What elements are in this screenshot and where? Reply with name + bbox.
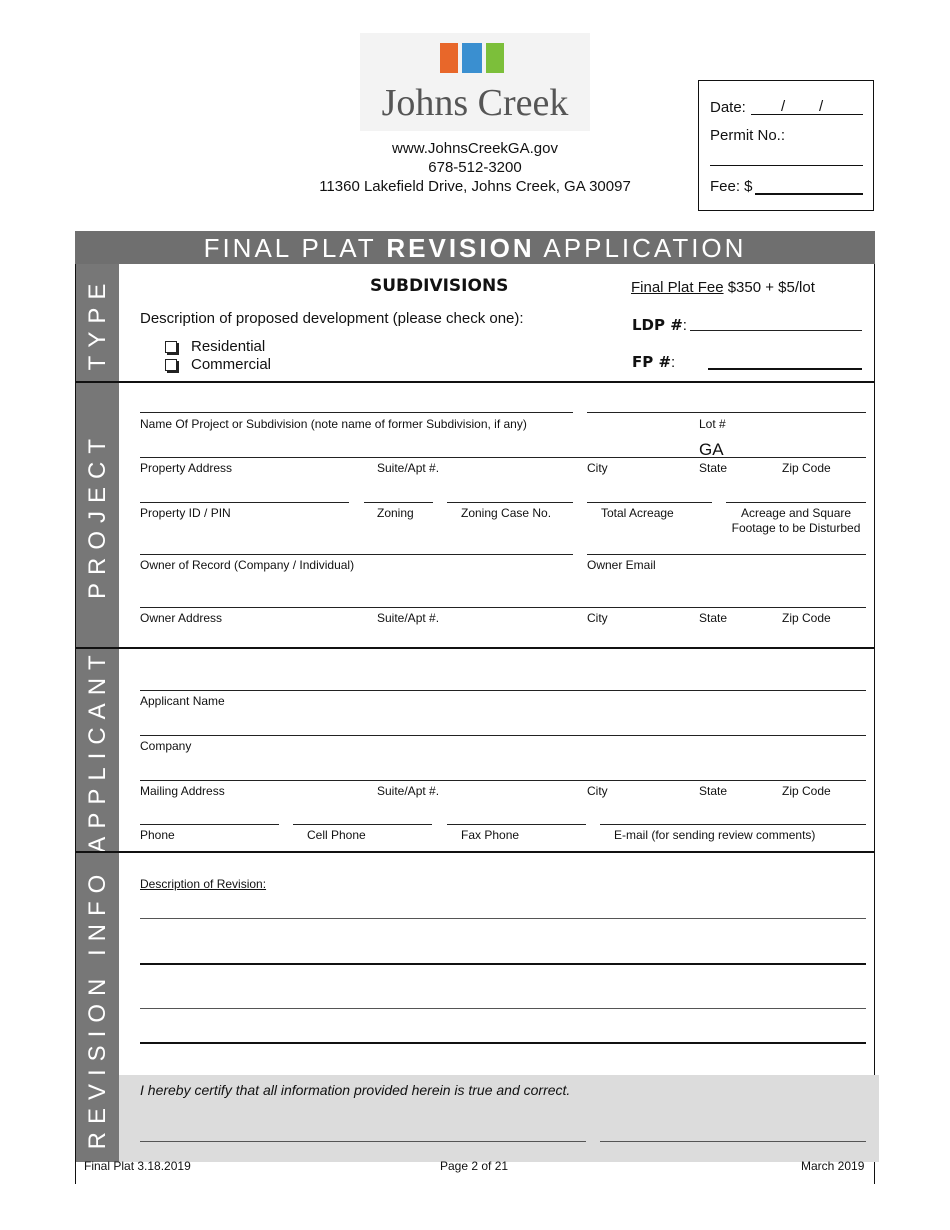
zoning-case-field[interactable] bbox=[447, 502, 573, 503]
website-link[interactable]: www.JohnsCreekGA.gov bbox=[392, 140, 558, 157]
cell-phone-field[interactable] bbox=[293, 824, 432, 825]
fax-phone-field[interactable] bbox=[447, 824, 586, 825]
acreage-disturbed-line1: Acreage and Square bbox=[740, 506, 852, 520]
permit-field[interactable] bbox=[710, 165, 863, 166]
title-part3: APPLICATION bbox=[543, 233, 747, 263]
project-vertical-text: PROJECT bbox=[83, 430, 111, 600]
date-separator-2: / bbox=[819, 98, 824, 115]
email-label: E-mail (for sending review comments) bbox=[614, 828, 816, 842]
acreage-disturbed-label bbox=[726, 506, 866, 536]
mailing-address-label: Mailing Address bbox=[140, 784, 225, 798]
lot-number-field[interactable] bbox=[587, 412, 866, 413]
property-id-label: Property ID / PIN bbox=[140, 506, 231, 520]
lot-label: Lot # bbox=[699, 417, 726, 431]
project-suite-label: Suite/Apt #. bbox=[377, 461, 440, 475]
applicant-name-field[interactable] bbox=[140, 690, 866, 691]
email-field[interactable] bbox=[600, 824, 866, 825]
applicant-city-label: City bbox=[587, 784, 608, 798]
title-part2: REVISION bbox=[386, 233, 535, 263]
owner-address-label: Owner Address bbox=[140, 611, 223, 625]
zoning-field[interactable] bbox=[364, 502, 433, 503]
side-label-applicant bbox=[76, 649, 119, 851]
fp-colon: : bbox=[671, 354, 676, 371]
zoning-case-label: Zoning Case No. bbox=[461, 506, 552, 520]
owner-city-label: City bbox=[587, 611, 608, 625]
footer-left: Final Plat 3.18.2019 bbox=[84, 1159, 191, 1173]
date-field[interactable] bbox=[751, 114, 863, 115]
permit-label: Permit No.: bbox=[710, 127, 786, 144]
fp-label-text: FP # bbox=[632, 353, 672, 371]
phone-number: 678-512-3200 bbox=[428, 159, 522, 176]
fp-label bbox=[632, 353, 675, 371]
project-state-label: State bbox=[699, 461, 728, 475]
revision-line-4[interactable] bbox=[140, 1042, 866, 1044]
revision-vertical-text: REVISION INFO bbox=[83, 866, 111, 1149]
owner-state-label: State bbox=[699, 611, 728, 625]
logo-banner-green bbox=[486, 43, 504, 73]
owner-suite-label: Suite/Apt #. bbox=[377, 611, 440, 625]
property-address-field[interactable] bbox=[140, 457, 866, 458]
section-divider bbox=[75, 381, 875, 383]
phone-label: Phone bbox=[140, 828, 175, 842]
owner-address-field[interactable] bbox=[140, 607, 866, 608]
fee-label: Fee: $ bbox=[710, 178, 753, 195]
city-logo bbox=[360, 33, 590, 131]
revision-line-3[interactable] bbox=[140, 1008, 866, 1009]
mailing-address-field[interactable] bbox=[140, 780, 866, 781]
fee-field[interactable] bbox=[755, 193, 863, 195]
signature-date-field[interactable] bbox=[600, 1141, 866, 1142]
date-label: Date: bbox=[710, 99, 746, 116]
logo-banner-orange bbox=[440, 43, 458, 73]
project-name-label: Name Of Project or Subdivision (note name of former Subdivision, if any) bbox=[140, 417, 527, 431]
ldp-field[interactable] bbox=[690, 330, 862, 331]
revision-line-1[interactable] bbox=[140, 918, 866, 919]
owner-record-label: Owner of Record (Company / Individual) bbox=[140, 558, 355, 572]
company-label: Company bbox=[140, 739, 192, 753]
residential-label: Residential bbox=[191, 338, 266, 355]
cell-phone-label: Cell Phone bbox=[307, 828, 366, 842]
logo-text: Johns Creek bbox=[381, 82, 569, 124]
property-id-field[interactable] bbox=[140, 502, 349, 503]
footer-page-number: Page 2 of 21 bbox=[440, 1159, 509, 1173]
fee-label-text: Final Plat Fee bbox=[631, 279, 724, 296]
fax-phone-label: Fax Phone bbox=[461, 828, 520, 842]
company-field[interactable] bbox=[140, 735, 866, 736]
total-acreage-label: Total Acreage bbox=[601, 506, 674, 520]
option-residential[interactable] bbox=[165, 338, 265, 355]
date-separator-1: / bbox=[781, 98, 786, 115]
office-use-box bbox=[698, 80, 874, 211]
contact-info bbox=[300, 139, 650, 196]
fp-field[interactable] bbox=[708, 368, 862, 370]
project-name-field[interactable] bbox=[140, 412, 573, 413]
applicant-zip-label: Zip Code bbox=[782, 784, 831, 798]
side-label-revision bbox=[76, 853, 119, 1162]
street-address: 11360 Lakefield Drive, Johns Creek, GA 30097 bbox=[319, 178, 631, 195]
applicant-vertical-text: APPLICANT bbox=[83, 647, 111, 853]
revision-line-2[interactable] bbox=[140, 963, 866, 965]
project-zip-label: Zip Code bbox=[782, 461, 831, 475]
owner-zip-label: Zip Code bbox=[782, 611, 831, 625]
state-value-ga: GA bbox=[699, 440, 724, 459]
ldp-label bbox=[632, 316, 687, 334]
option-commercial[interactable] bbox=[165, 356, 271, 373]
title-part1: FINAL PLAT bbox=[203, 233, 377, 263]
applicant-name-label: Applicant Name bbox=[140, 694, 225, 708]
phone-field[interactable] bbox=[140, 824, 279, 825]
zoning-label: Zoning bbox=[377, 506, 414, 520]
title-bar bbox=[75, 231, 875, 264]
total-acreage-field[interactable] bbox=[587, 502, 712, 503]
ldp-label-text: LDP # bbox=[632, 316, 683, 334]
applicant-suite-label: Suite/Apt #. bbox=[377, 784, 440, 798]
project-city-label: City bbox=[587, 461, 608, 475]
ldp-colon: : bbox=[682, 317, 687, 334]
owner-email-label: Owner Email bbox=[587, 558, 656, 572]
certification-statement: I hereby certify that all information provided herein is true and correct. bbox=[140, 1082, 571, 1098]
revision-description-label: Description of Revision: bbox=[140, 877, 267, 891]
section-divider bbox=[75, 647, 875, 649]
development-description: Description of proposed development (please check one): bbox=[140, 310, 524, 327]
acreage-disturbed-field[interactable] bbox=[726, 502, 866, 503]
fee-value-text: $350 + $5/lot bbox=[727, 279, 815, 296]
final-plat-fee bbox=[631, 279, 815, 296]
logo-banner-blue bbox=[462, 43, 482, 73]
applicant-state-label: State bbox=[699, 784, 728, 798]
commercial-label: Commercial bbox=[191, 356, 272, 373]
section-divider bbox=[75, 851, 875, 853]
residential-checkbox[interactable] bbox=[165, 341, 177, 353]
subdivisions-heading: SUBDIVISIONS bbox=[370, 276, 509, 296]
owner-email-field[interactable] bbox=[587, 554, 866, 555]
type-vertical-text: TYPE bbox=[83, 275, 111, 370]
side-label-type bbox=[76, 264, 119, 381]
signature-field[interactable] bbox=[140, 1141, 586, 1142]
owner-record-field[interactable] bbox=[140, 554, 573, 555]
commercial-checkbox[interactable] bbox=[165, 359, 177, 371]
side-label-project bbox=[76, 383, 119, 647]
footer-right: March 2019 bbox=[801, 1159, 865, 1173]
acreage-disturbed-line2: Footage to be Disturbed bbox=[731, 521, 861, 535]
property-address-label: Property Address bbox=[140, 461, 233, 475]
